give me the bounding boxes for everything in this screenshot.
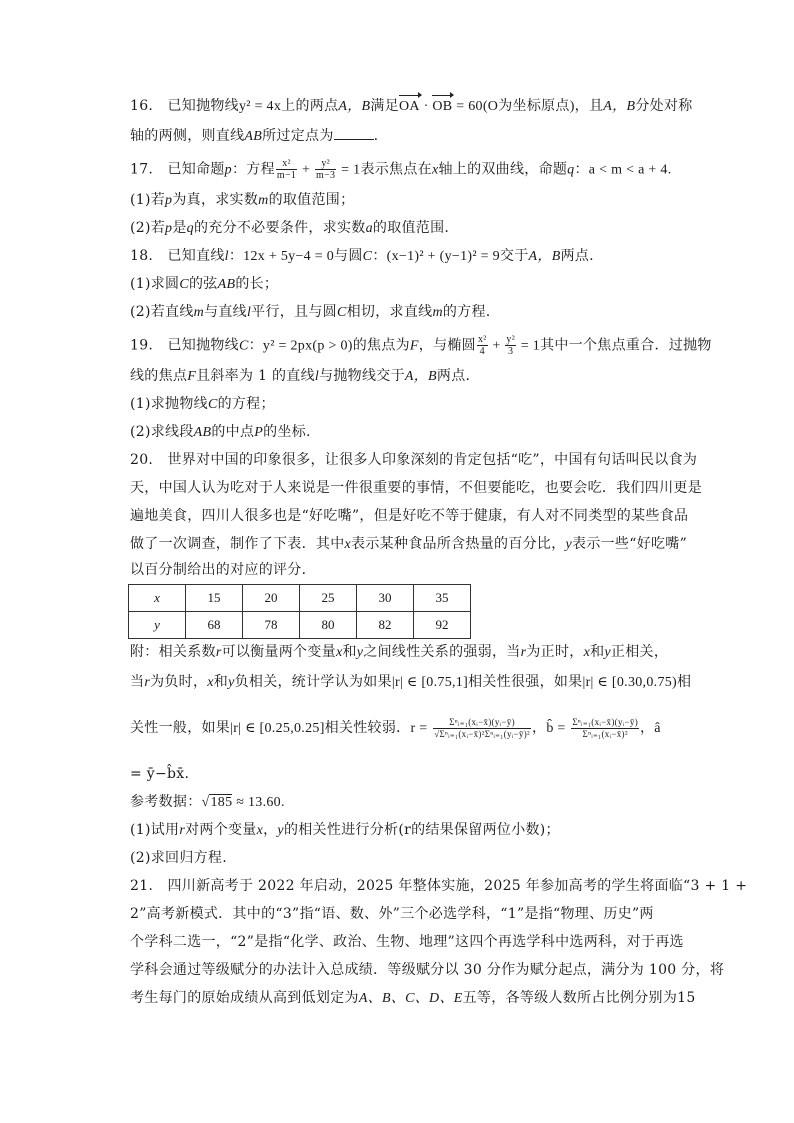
q16-line-2: 轴的两侧，则直线AB所过定点为 . <box>130 128 379 144</box>
fraction-x2: $\frac{\text{x²}}{m-1}$ <box>276 158 297 181</box>
q17-sub-1: (1)若p为真，求实数m的取值范围； <box>130 192 355 208</box>
q16-line-1: 16. 已知抛物线y² = 4x上的两点A，B满足OA · OB = 60(O为坐标原点)，且A，B分处对称 <box>130 96 675 117</box>
table-header-y: y <box>129 612 186 639</box>
q20-line-2: 天，中国人认为吃对于人来说是一件很重要的事情，不但要能吃，也要会吃．我们四川更是 <box>130 480 702 496</box>
answer-blank <box>334 127 374 140</box>
table-cell: 80 <box>300 612 357 639</box>
q18-sub-1: (1)求圆C的弦AB的长； <box>130 276 279 292</box>
q19-sub-2: (2)求线段AB的中点P的坐标. <box>130 424 311 440</box>
table-cell: 15 <box>186 585 243 612</box>
q20-line-3: 遍地美食，四川人很多也是“好吃嘴”，但是好吃不等于健康，有人对不同类型的某些食品 <box>130 508 689 524</box>
q20-formula-a: = ȳ−b̂x̄. <box>130 766 190 782</box>
q20-line-1: 20. 世界对中国的印象很多，让很多人印象深刻的肯定包括“吃”，中国有句话叫民以食为 <box>130 452 698 468</box>
table-cell: 82 <box>357 612 414 639</box>
q20-note-2: 当r为负时，x和y负相关，统计学认为如果|r| ∈ [0.75,1]相关性很强，如果|r| ∈ [0.30,0.75)相 <box>130 674 692 690</box>
vector-ob: OB <box>432 97 452 117</box>
formula-r: $\frac{\text{Σⁿᵢ₌₁(xᵢ−x̄)(yᵢ−ȳ)}}{\text{√Σⁿᵢ₌₁(xᵢ−x̄)²Σⁿᵢ₌₁(yᵢ−ȳ)²}}$ <box>434 716 530 739</box>
table-row-x <box>129 585 471 612</box>
q18-line-1: 18. 已知直线l：12x + 5y−4 = 0与圆C：(x−1)² + (y−1)² = 9交于A，B两点. <box>130 248 594 264</box>
q20-sub-1: (1)试用r对两个变量x，y的相关性进行分析(r的结果保留两位小数)； <box>130 822 560 838</box>
q17-line-1: 17. 已知命题p：方程 $\frac{\text{x²}}{m-1}$ + $\frac{\text{y²}}{m-3}$ = 1表示焦点在x轴上的双曲线，命题q：a < m < a + 4. <box>130 158 672 181</box>
sqrt-185: √185 <box>201 795 233 810</box>
fraction-y2: $\frac{\text{y²}}{m-3}$ <box>316 158 336 181</box>
q20-sub-2: (2)求回归方程. <box>130 850 227 866</box>
table-header-x: x <box>129 585 186 612</box>
q20-note-1: 附：相关系数r可以衡量两个变量x和y之间线性关系的强弱，当r为正时，x和y正相关， <box>130 644 669 660</box>
table-cell: 78 <box>243 612 300 639</box>
q21-line-5: 考生每门的原始成绩从高到低划定为A、B、C、D、E五等，各等级人数所占比例分别为15 <box>130 990 696 1006</box>
fraction-ellipse-y: $\frac{\text{y²}}{3}$ <box>506 334 515 357</box>
q21-line-3: 个学科二选一，“2”是指“化学、政治、生物、地理”这四个再选学科中选两科，对于再选 <box>130 934 684 950</box>
q20-line-5: 以百分制给出的对应的评分． <box>130 562 316 578</box>
q21-line-1: 21. 四川新高考于 2022 年启动，2025 年整体实施，2025 年参加高考的学生将面临“3 + 1 + <box>130 878 748 894</box>
q18-sub-2: (2)若直线m与直线l平行，且与圆C相切，求直线m的方程. <box>130 304 491 320</box>
q20-note-3: 关性一般，如果|r| ∈ [0.25,0.25]相关性较弱．r = $\frac{\text{Σⁿᵢ₌₁(xᵢ−x̄)(yᵢ−ȳ)}}{\text{√Σⁿᵢ₌₁(xᵢ−x̄)²Σⁿᵢ₌₁(yᵢ−ȳ)²}}$ ，b̂ = $\frac{\text{Σⁿᵢ₌₁(xᵢ−x̄)(yᵢ−ȳ)}}{\text{Σⁿᵢ₌₁(xᵢ−x̄)²}}$ ，â <box>130 716 661 739</box>
q21-line-4: 学科会通过等级赋分的办法计入总成绩．等级赋分以 30 分作为赋分起点，满分为 100 分，将 <box>130 962 725 978</box>
formula-b-hat: $\frac{\text{Σⁿᵢ₌₁(xᵢ−x̄)(yᵢ−ȳ)}}{\text{Σⁿᵢ₌₁(xᵢ−x̄)²}}$ <box>572 716 638 739</box>
table-cell: 30 <box>357 585 414 612</box>
q19-line-1: 19. 已知抛物线C：y² = 2px(p > 0)的焦点为F，与椭圆 $\frac{\text{x²}}{4}$ + $\frac{\text{y²}}{3}$ = 1其中一个焦点重合．过抛物 <box>130 334 712 357</box>
q19-line-2: 线的焦点F且斜率为 1 的直线l与抛物线交于A，B两点. <box>130 368 471 384</box>
table-cell: 35 <box>414 585 471 612</box>
data-table <box>128 584 471 639</box>
q20-line-4: 做了一次调查，制作了下表．其中x表示某种食品所含热量的百分比，y表示一些“好吃嘴” <box>130 536 688 552</box>
q19-sub-1: (1)求抛物线C的方程； <box>130 396 275 412</box>
fraction-ellipse-x: $\frac{\text{x²}}{4}$ <box>477 334 487 357</box>
table-cell: 20 <box>243 585 300 612</box>
table-cell: 25 <box>300 585 357 612</box>
vector-oa: OA <box>399 97 420 117</box>
q20-reference: 参考数据：√185 ≈ 13.60. <box>130 792 675 813</box>
table-cell: 92 <box>414 612 471 639</box>
q17-sub-2: (2)若p是q的充分不必要条件，求实数a的取值范围. <box>130 220 450 236</box>
q21-line-2: 2”高考新模式．其中的“3”指“语、数、外”三个必选学科，“1”是指“物理、历史”两 <box>130 906 654 922</box>
table-cell: 68 <box>186 612 243 639</box>
table-row-y <box>129 612 471 639</box>
